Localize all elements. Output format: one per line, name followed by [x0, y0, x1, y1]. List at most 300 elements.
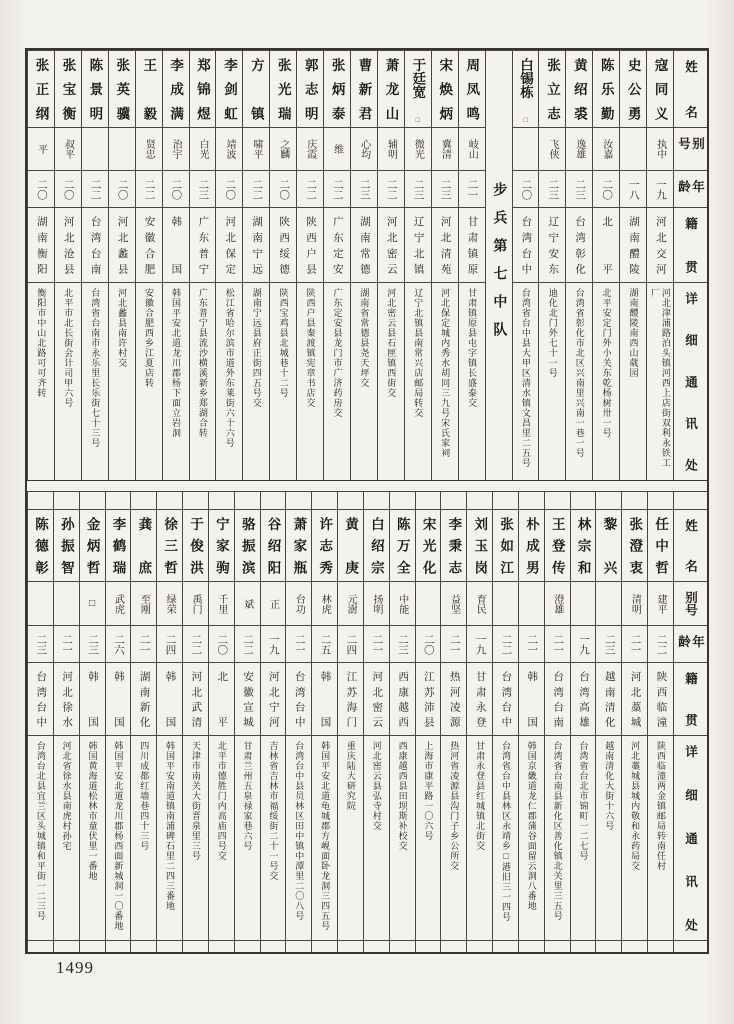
origin-cell-text: 河北宁河	[267, 671, 279, 727]
name-cell	[189, 50, 216, 127]
age-cell-text: 二一	[629, 633, 641, 655]
address-cell	[189, 282, 216, 480]
blank-cell	[27, 940, 53, 952]
address-cell-text: 湖南宁远县府正街四五号交	[251, 288, 262, 408]
age-cell-text: 二〇	[224, 178, 236, 200]
alias-cell	[182, 581, 208, 625]
age-cell	[311, 625, 337, 662]
name-cell	[647, 509, 673, 581]
origin-cell	[466, 662, 492, 735]
alias-cell	[595, 581, 621, 625]
address-cell-text: 热河省凌源县沟门子乡公所交	[449, 741, 460, 871]
alias-cell	[311, 581, 337, 625]
alias-cell	[518, 581, 544, 625]
alias-cell-text: 执中	[654, 139, 666, 159]
blank-cell	[53, 940, 79, 952]
age-cell-text: 二三	[412, 178, 424, 200]
address-cell-text: 韩国京畿道龙仁郡蒲谷面留云洞八番地	[526, 741, 537, 911]
address-cell-text: 吉林省吉林市福绥街二十一号交	[268, 741, 279, 881]
address-cell-text: 河北蠡县南许村交	[117, 288, 128, 368]
origin-cell	[389, 662, 415, 735]
age-cell	[296, 170, 323, 207]
age-cell-text: 二二	[89, 178, 101, 200]
name-cell-text: 郑锦煜	[195, 58, 211, 120]
address-cell	[81, 282, 108, 480]
alias-cell-text: 心均	[358, 139, 370, 159]
origin-cell-text: 陕西绥德	[278, 216, 290, 274]
origin-cell	[135, 207, 162, 282]
address-cell	[466, 735, 492, 940]
name-cell	[234, 509, 260, 581]
alias-cell-text: 辅明	[385, 139, 397, 159]
age-cell	[54, 170, 81, 207]
age-cell	[415, 625, 441, 662]
age-cell-text: 二〇	[278, 178, 290, 200]
alias-cell-text: 白光	[197, 139, 209, 159]
age-cell	[79, 625, 105, 662]
age-cell-text: 二一	[138, 633, 150, 655]
age-cell	[621, 625, 647, 662]
address-cell	[565, 282, 592, 480]
blank-cell	[621, 491, 647, 509]
name-cell-text: 张立志	[544, 58, 560, 120]
age-cell	[242, 170, 269, 207]
alias-cell	[621, 581, 647, 625]
age-cell-text: 二三	[574, 178, 586, 200]
age-cell-text: 二〇	[116, 178, 128, 200]
alias-cell-text: 千里	[215, 593, 227, 614]
origin-cell-text: 甘肃镇原	[466, 216, 478, 274]
name-cell	[544, 509, 570, 581]
origin-cell	[269, 207, 296, 282]
name-cell-text: 白绍宗	[368, 517, 384, 574]
origin-cell-text: 河北徐水	[61, 671, 73, 727]
alias-cell	[431, 127, 458, 170]
origin-cell	[518, 662, 544, 735]
address-cell-text: 西康越西县田坝斯补校交	[397, 741, 408, 851]
name-cell	[323, 50, 350, 127]
address-cell	[54, 282, 81, 480]
age-cell-text: 二三	[397, 633, 409, 655]
column-header-age	[673, 170, 707, 207]
name-cell-text: 黄庚	[343, 517, 359, 574]
page-number: 1499	[56, 958, 94, 977]
address-cell	[182, 735, 208, 940]
alias-cell	[285, 581, 311, 625]
age-cell-text: 二二	[655, 633, 667, 655]
blank-cell	[518, 940, 544, 952]
name-cell	[512, 50, 539, 127]
address-cell-text: 河北密云县弘寺村交	[371, 741, 382, 831]
age-cell	[466, 625, 492, 662]
alias-cell	[54, 127, 81, 170]
address-cell-text: 甘肃兰州五泉禄家巷六号	[242, 741, 253, 851]
age-cell-text: 二一	[552, 633, 564, 655]
name-cell	[350, 50, 377, 127]
column-header-origin-text: 籍贯	[683, 672, 698, 726]
alias-cell	[646, 127, 673, 170]
origin-cell-text: 台湾台中	[520, 216, 532, 274]
blank-cell	[570, 491, 596, 509]
name-cell-text: 宋焕炳	[437, 58, 453, 120]
origin-cell	[156, 662, 182, 735]
blank-cell	[492, 491, 518, 509]
origin-cell	[27, 662, 53, 735]
alias-cell	[458, 127, 485, 170]
address-cell-text: 河北藁城县城内敬和永药局交	[630, 741, 641, 871]
address-cell-text: 河北省徐水县南虎村孙宅	[61, 741, 72, 851]
blank-cell	[208, 940, 234, 952]
age-cell	[377, 170, 404, 207]
address-cell	[242, 282, 269, 480]
name-cell-text: 方镇	[248, 58, 264, 120]
alias-cell-text: 逸雄	[573, 139, 585, 159]
alias-cell	[27, 581, 53, 625]
age-cell-text: 二三	[603, 633, 615, 655]
address-cell-text: 陕西宝鸡县北城巷十二号	[278, 288, 289, 398]
age-cell	[27, 625, 53, 662]
age-cell-text: 二六	[112, 633, 124, 655]
blank-cell	[595, 491, 621, 509]
name-cell-text: 陈乐勤	[598, 58, 614, 120]
address-cell	[285, 735, 311, 940]
name-cell-text: 许志秀	[317, 517, 333, 574]
blank-cell	[673, 940, 707, 952]
alias-cell	[79, 581, 105, 625]
name-cell	[377, 50, 404, 127]
age-cell	[269, 170, 296, 207]
name-cell-text: 寇同义	[652, 58, 668, 120]
age-cell-text: 二二	[305, 178, 316, 200]
origin-cell-text: 河北沧县	[62, 216, 74, 274]
age-cell	[105, 625, 131, 662]
blank-cell	[156, 940, 182, 952]
age-cell-text: 二二	[500, 633, 512, 655]
origin-cell-text: 江苏海门	[345, 671, 357, 727]
origin-cell-text: 陕西临潼	[655, 671, 667, 727]
age-cell-text: 二二	[143, 178, 155, 200]
name-cell	[538, 50, 565, 127]
address-cell	[646, 282, 673, 480]
alias-cell	[323, 127, 350, 170]
alias-cell	[466, 581, 492, 625]
blank-cell	[440, 491, 466, 509]
alias-cell-text: 维	[331, 144, 343, 154]
age-cell	[565, 170, 592, 207]
alias-cell	[404, 127, 431, 170]
age-cell-text: 一九	[654, 178, 666, 200]
address-cell	[544, 735, 570, 940]
alias-cell-text: 禹门	[190, 593, 202, 614]
alias-cell	[215, 127, 242, 170]
age-cell-text: 二二	[190, 633, 202, 655]
alias-cell-text: 绿荣	[164, 593, 176, 614]
alias-cell-text: 正	[267, 598, 279, 609]
age-cell	[81, 170, 108, 207]
age-cell-text: 二三	[197, 178, 209, 200]
name-cell-text: 于廷宽	[410, 58, 426, 99]
age-cell	[646, 170, 673, 207]
age-cell	[538, 170, 565, 207]
section-title-cell-text: 步兵第七中队	[491, 181, 507, 350]
alias-cell	[415, 581, 441, 625]
origin-cell-text: 湖南常德	[358, 216, 370, 274]
address-cell	[27, 735, 53, 940]
origin-cell-text: 韩国	[86, 671, 98, 727]
origin-cell	[337, 662, 363, 735]
blank-cell	[105, 491, 131, 509]
age-cell	[108, 170, 135, 207]
alias-cell	[512, 127, 539, 170]
column-header-address-text: 详细通讯处	[683, 745, 698, 931]
age-cell	[135, 170, 162, 207]
origin-cell	[242, 207, 269, 282]
blank-cell	[130, 491, 156, 509]
origin-cell-text: 陕西户县	[305, 216, 316, 274]
address-cell-text: 河北密云县石匣镇西街交	[386, 288, 397, 398]
origin-cell-text: 河北武清	[190, 671, 202, 727]
address-cell	[621, 735, 647, 940]
address-cell-text: 台湾省彰化市北区兴南里兴南一巷一号	[574, 288, 585, 458]
name-cell	[27, 509, 53, 581]
blank-cell	[595, 940, 621, 952]
origin-cell-text: 安徽宣城	[242, 671, 254, 727]
address-cell	[311, 735, 337, 940]
origin-cell-text: 热河凌源	[448, 671, 460, 727]
age-cell	[337, 625, 363, 662]
alias-cell-text: 治宇	[170, 139, 182, 159]
blank-cell	[285, 940, 311, 952]
origin-cell-text: 韩国	[112, 671, 124, 727]
origin-cell-text: 北平	[216, 671, 228, 727]
origin-cell	[415, 662, 441, 735]
blank-cell	[285, 491, 311, 509]
blank-cell	[415, 940, 441, 952]
alias-cell	[242, 127, 269, 170]
age-cell-text: 二二	[242, 633, 254, 655]
age-cell	[647, 625, 673, 662]
age-cell	[323, 170, 350, 207]
name-cell	[296, 50, 323, 127]
name-cell	[81, 50, 108, 127]
origin-cell	[619, 207, 646, 282]
alias-cell-text: 啸平	[250, 139, 262, 159]
blank-cell	[389, 491, 415, 509]
age-cell-text: 二一	[61, 633, 73, 655]
annotation-mark: □	[523, 116, 528, 124]
blank-cell	[337, 491, 363, 509]
alias-cell	[544, 581, 570, 625]
address-cell-text: 韩国平安北道龟城郡方岘面卧龙洞三四五号	[320, 741, 331, 931]
name-cell	[389, 509, 415, 581]
age-cell	[518, 625, 544, 662]
origin-cell-text: 韩国	[164, 671, 176, 727]
age-cell	[595, 625, 621, 662]
age-cell-text: 二一	[293, 633, 305, 655]
origin-cell	[458, 207, 485, 282]
age-cell	[285, 625, 311, 662]
origin-cell	[208, 662, 234, 735]
blank-cell	[156, 491, 182, 509]
address-cell-text: 辽宁北镇县南常兴店邮局转交	[413, 288, 424, 418]
alias-cell-text: 斌	[241, 598, 253, 609]
blank-cell	[621, 940, 647, 952]
name-cell	[458, 50, 485, 127]
address-cell-text: 陕西临潼两金镇邮局转南任村	[655, 741, 666, 871]
address-cell	[296, 282, 323, 480]
age-cell-text: 二一	[466, 178, 478, 200]
alias-cell-text: 至刚	[138, 593, 150, 614]
origin-cell	[105, 662, 131, 735]
alias-cell	[565, 127, 592, 170]
origin-cell	[234, 662, 260, 735]
name-cell-text: 宁家驹	[213, 517, 229, 574]
alias-cell	[108, 127, 135, 170]
origin-cell	[54, 207, 81, 282]
blank-cell	[79, 940, 105, 952]
origin-cell-text: 辽宁安东	[547, 216, 559, 274]
address-cell-text: 北平市北长街会计司甲六号	[63, 288, 74, 408]
origin-cell-text: 湖南宁远	[251, 216, 263, 274]
blank-cell	[234, 491, 260, 509]
origin-cell-text: 台湾台中	[293, 671, 305, 727]
age-cell-text: 二四	[345, 633, 357, 655]
age-cell	[162, 170, 189, 207]
alias-cell-text: 靖波	[223, 139, 235, 159]
origin-cell	[296, 207, 323, 282]
address-cell-text: 台湾台中县员林区田中镇中潭里二〇八号	[294, 741, 305, 921]
name-cell-text: 李鹤瑞	[110, 517, 126, 574]
address-cell	[538, 282, 565, 480]
alias-cell	[363, 581, 389, 625]
age-cell	[189, 170, 216, 207]
address-cell	[208, 735, 234, 940]
name-cell	[518, 509, 544, 581]
name-cell	[466, 509, 492, 581]
origin-cell-text: 台湾台中	[35, 671, 47, 727]
name-cell	[105, 509, 131, 581]
name-cell	[54, 50, 81, 127]
address-cell-text: 衡阳市中山北路可可齐转	[36, 288, 47, 398]
name-cell-text: 陈景明	[87, 58, 103, 120]
address-cell-text: 韩国平安北道龙川郡杨西面新城洞一〇番地	[113, 741, 124, 931]
name-cell	[565, 50, 592, 127]
blank-cell	[208, 491, 234, 509]
alias-cell-text: 之麟	[277, 139, 289, 159]
blank-cell	[570, 940, 596, 952]
address-cell	[415, 735, 441, 940]
origin-cell-text: 河北蠡县	[116, 216, 128, 274]
alias-cell	[269, 127, 296, 170]
blank-cell	[518, 491, 544, 509]
alias-cell-text: 扬明	[370, 593, 382, 614]
address-cell	[260, 735, 286, 940]
name-cell	[208, 509, 234, 581]
origin-cell-text: 西康越西	[397, 671, 409, 727]
origin-cell	[440, 662, 466, 735]
alias-cell	[389, 581, 415, 625]
address-cell	[647, 735, 673, 940]
blank-cell	[311, 491, 337, 509]
address-cell-text: 天津市南关大街晋泉里三号	[190, 741, 201, 861]
roster-table-bottom	[27, 491, 707, 952]
address-cell	[431, 282, 458, 480]
name-cell-text: 李成满	[168, 58, 184, 120]
blank-cell	[363, 940, 389, 952]
blank-cell	[337, 940, 363, 952]
origin-cell-text: 湖南衡阳	[35, 216, 47, 274]
name-cell	[492, 509, 518, 581]
blank-cell	[105, 940, 131, 952]
age-cell	[260, 625, 286, 662]
address-cell-text: 河北保定城内秀水胡同三九号宋氏家祠	[440, 288, 451, 458]
column-header-address-text: 详细通讯处	[683, 292, 698, 471]
origin-cell	[130, 662, 156, 735]
address-cell-text: 台湾省台南县新化区善化镇北关里三五号	[552, 741, 563, 921]
origin-cell	[363, 662, 389, 735]
origin-cell-text: 台湾台南	[89, 216, 101, 274]
address-cell	[130, 735, 156, 940]
name-cell	[242, 50, 269, 127]
address-cell-text: 广东定安县龙门市广济药房交	[332, 288, 343, 418]
name-cell-text: 张光瑞	[275, 58, 291, 120]
age-cell-text: 二三	[358, 178, 370, 200]
column-header-age-text: 年龄	[676, 635, 705, 648]
blank-cell	[647, 940, 673, 952]
name-cell	[440, 509, 466, 581]
origin-cell-text: 辽宁北镇	[412, 216, 424, 274]
alias-cell-text: 平	[35, 144, 47, 154]
name-cell-text: 李秉志	[446, 517, 462, 574]
age-cell-text: 二〇	[170, 178, 182, 200]
age-cell-text: 二三	[547, 178, 559, 200]
name-cell-text: 林宗和	[575, 517, 591, 574]
blank-cell	[389, 940, 415, 952]
origin-cell-text: 江苏沛县	[422, 671, 434, 727]
origin-cell-text: 湖南新化	[138, 671, 150, 727]
age-cell-text: 二〇	[216, 633, 228, 655]
name-cell	[337, 509, 363, 581]
age-cell	[512, 170, 539, 207]
origin-cell	[182, 662, 208, 735]
age-cell-text: 二五	[319, 633, 331, 655]
blank-cell	[234, 940, 260, 952]
address-cell-text: 湖南省常德县尧天坪交	[359, 288, 370, 388]
address-cell	[269, 282, 296, 480]
origin-cell	[492, 662, 518, 735]
alias-cell	[105, 581, 131, 625]
address-cell	[215, 282, 242, 480]
alias-cell-text: 叔平	[62, 139, 74, 159]
roster-table-top	[27, 50, 707, 481]
address-cell-text: 安徽合肥西乡江夏店转	[144, 288, 155, 388]
address-cell	[377, 282, 404, 480]
column-header-origin-text: 籍贯	[683, 217, 698, 273]
alias-cell-text: □	[86, 598, 98, 609]
alias-cell-text: 元澍	[345, 593, 357, 614]
address-cell-text: 台湾省台中县林区永靖乡□港旧三一四号	[500, 741, 511, 922]
name-cell	[182, 509, 208, 581]
address-cell	[337, 735, 363, 940]
blank-cell	[260, 940, 286, 952]
name-cell-text: 张如江	[498, 517, 514, 574]
address-cell	[79, 735, 105, 940]
name-cell	[646, 50, 673, 127]
name-cell-text: 任中哲	[653, 517, 669, 574]
address-cell	[350, 282, 377, 480]
alias-cell-text: 飞侠	[546, 139, 558, 159]
name-cell-text: 陈德彰	[32, 517, 48, 574]
